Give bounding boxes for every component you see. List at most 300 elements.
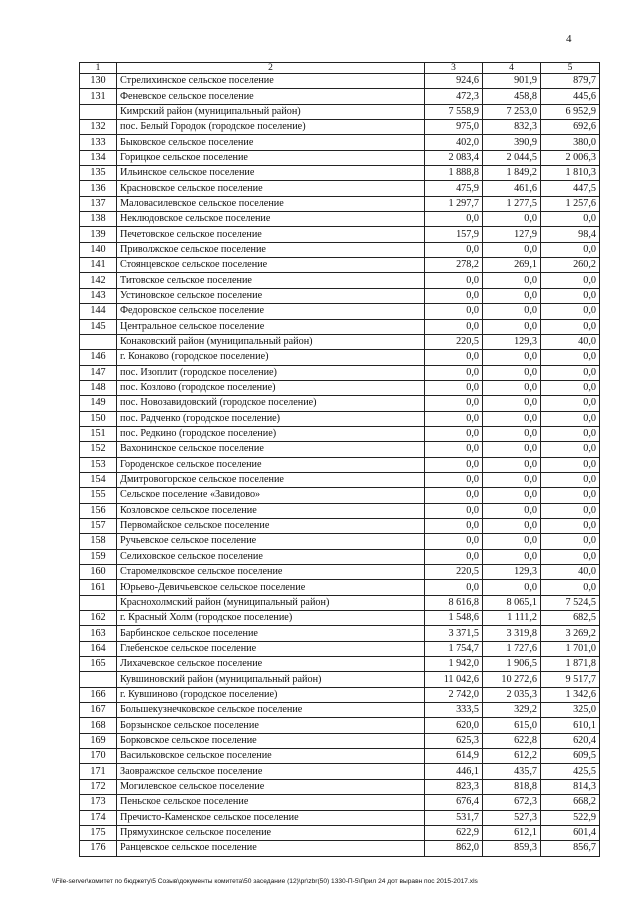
value-col3: 924,6 [425,74,483,89]
row-number: 173 [80,795,117,810]
table-row [80,672,600,687]
row-name: Борковское сельское поселение [117,733,425,748]
row-number: 160 [80,565,117,580]
row-name: пос. Новозавидовский (городское поселение) [117,396,425,411]
column-header: 2 [117,63,425,74]
row-name: Дмитровогорское сельское поселение [117,472,425,487]
value-col3: 2 083,4 [425,150,483,165]
value-col3: 446,1 [425,764,483,779]
row-name: Первомайское сельское поселение [117,518,425,533]
value-col4: 0,0 [483,580,541,595]
row-name: Ильинское сельское поселение [117,166,425,181]
value-col3: 402,0 [425,135,483,150]
value-col5: 0,0 [541,396,600,411]
row-number: 170 [80,749,117,764]
row-number: 175 [80,825,117,840]
table-row [80,488,600,503]
table-row [80,181,600,196]
value-col3: 220,5 [425,565,483,580]
row-name: г. Красный Холм (городское поселение) [117,611,425,626]
row-name: Кимрский район (муниципальный район) [117,104,425,119]
row-number: 140 [80,242,117,257]
row-number: 171 [80,764,117,779]
value-col5: 0,0 [541,411,600,426]
row-number: 158 [80,534,117,549]
value-col4: 901,9 [483,74,541,89]
value-col4: 0,0 [483,212,541,227]
row-name: Горицкое сельское поселение [117,150,425,165]
row-name: Лихачевское сельское поселение [117,657,425,672]
value-col4: 269,1 [483,258,541,273]
value-col5: 668,2 [541,795,600,810]
table-row [80,120,600,135]
row-name: Юрьево-Девичьевское сельское поселение [117,580,425,595]
value-col5: 1 257,6 [541,196,600,211]
value-col4: 8 065,1 [483,595,541,610]
value-col5: 447,5 [541,181,600,196]
page-number: 4 [566,33,572,45]
value-col3: 157,9 [425,227,483,242]
value-col3: 676,4 [425,795,483,810]
value-col4: 1 849,2 [483,166,541,181]
row-name: г. Кувшиново (городское поселение) [117,687,425,702]
table-row [80,703,600,718]
value-col5: 0,0 [541,457,600,472]
row-number: 139 [80,227,117,242]
value-col5: 0,0 [541,242,600,257]
value-col5: 260,2 [541,258,600,273]
value-col5: 1 342,6 [541,687,600,702]
row-name: Конаковский район (муниципальный район) [117,334,425,349]
value-col5: 620,4 [541,733,600,748]
table-row [80,196,600,211]
value-col3: 0,0 [425,365,483,380]
row-number: 135 [80,166,117,181]
value-col4: 0,0 [483,304,541,319]
value-col3: 1 888,8 [425,166,483,181]
table-row [80,227,600,242]
value-col5: 856,7 [541,841,600,856]
value-col3: 0,0 [425,518,483,533]
value-col3: 862,0 [425,841,483,856]
row-number: 143 [80,288,117,303]
row-number: 153 [80,457,117,472]
table-row [80,334,600,349]
value-col3: 475,9 [425,181,483,196]
value-col5: 1 810,3 [541,166,600,181]
row-name: Борзынское сельское поселение [117,718,425,733]
value-col4: 0,0 [483,503,541,518]
value-col4: 1 727,6 [483,641,541,656]
row-number [80,672,117,687]
row-number: 152 [80,442,117,457]
row-name: Центральное сельское поселение [117,319,425,334]
table-row [80,212,600,227]
row-number: 155 [80,488,117,503]
row-number: 159 [80,549,117,564]
value-col4: 127,9 [483,227,541,242]
value-col5: 601,4 [541,825,600,840]
row-number: 157 [80,518,117,533]
value-col5: 0,0 [541,380,600,395]
value-col5: 40,0 [541,334,600,349]
row-name: пос. Редкино (городское поселение) [117,426,425,441]
value-col4: 10 272,6 [483,672,541,687]
column-header: 4 [483,63,541,74]
value-col5: 879,7 [541,74,600,89]
value-col3: 0,0 [425,273,483,288]
value-col3: 0,0 [425,288,483,303]
value-col5: 1 701,0 [541,641,600,656]
value-col5: 9 517,7 [541,672,600,687]
row-name: Старомелковское сельское поселение [117,565,425,580]
table-row [80,89,600,104]
table-row [80,258,600,273]
table-row [80,641,600,656]
row-name: Титовское сельское поселение [117,273,425,288]
value-col3: 0,0 [425,442,483,457]
value-col4: 527,3 [483,810,541,825]
value-col3: 0,0 [425,580,483,595]
value-col3: 333,5 [425,703,483,718]
row-name: Устиновское сельское поселение [117,288,425,303]
value-col3: 0,0 [425,396,483,411]
value-col5: 325,0 [541,703,600,718]
row-number: 172 [80,779,117,794]
value-col3: 220,5 [425,334,483,349]
table-row [80,534,600,549]
row-name: Городенское сельское поселение [117,457,425,472]
value-col5: 522,9 [541,810,600,825]
value-col3: 0,0 [425,472,483,487]
table-row [80,687,600,702]
table-row [80,518,600,533]
row-name: Барбинское сельское поселение [117,626,425,641]
value-col5: 0,0 [541,534,600,549]
table-row [80,365,600,380]
row-number: 163 [80,626,117,641]
row-name: пос. Радченко (городское поселение) [117,411,425,426]
value-col3: 614,9 [425,749,483,764]
value-col4: 0,0 [483,242,541,257]
value-col4: 622,8 [483,733,541,748]
row-name: Ручьевское сельское поселение [117,534,425,549]
value-col5: 610,1 [541,718,600,733]
value-col4: 0,0 [483,426,541,441]
table-row [80,611,600,626]
row-number: 165 [80,657,117,672]
table-row [80,304,600,319]
value-col3: 0,0 [425,242,483,257]
value-col3: 0,0 [425,488,483,503]
header-row [80,63,600,74]
value-col4: 0,0 [483,549,541,564]
row-name: Сельское поселение «Завидово» [117,488,425,503]
row-number: 169 [80,733,117,748]
table-row [80,104,600,119]
table-row [80,595,600,610]
value-col5: 2 006,3 [541,150,600,165]
value-col4: 859,3 [483,841,541,856]
row-name: Быковское сельское поселение [117,135,425,150]
budget-table [79,62,600,857]
table-row [80,442,600,457]
table-row [80,749,600,764]
row-name: Большекузнечковское сельское поселение [117,703,425,718]
table-row [80,626,600,641]
value-col4: 612,1 [483,825,541,840]
value-col3: 0,0 [425,304,483,319]
value-col4: 1 906,5 [483,657,541,672]
table-row [80,135,600,150]
table-row [80,779,600,794]
value-col3: 2 742,0 [425,687,483,702]
value-col4: 0,0 [483,365,541,380]
table-row [80,380,600,395]
value-col5: 380,0 [541,135,600,150]
table-row [80,503,600,518]
row-name: Стрелихинское сельское поселение [117,74,425,89]
row-number: 166 [80,687,117,702]
row-number: 150 [80,411,117,426]
value-col4: 129,3 [483,334,541,349]
row-number: 132 [80,120,117,135]
value-col3: 1 297,7 [425,196,483,211]
value-col4: 0,0 [483,457,541,472]
row-number: 137 [80,196,117,211]
value-col5: 0,0 [541,426,600,441]
value-col4: 458,8 [483,89,541,104]
value-col5: 0,0 [541,319,600,334]
value-col3: 3 371,5 [425,626,483,641]
row-name: пос. Белый Городок (городское поселение) [117,120,425,135]
value-col4: 329,2 [483,703,541,718]
value-col3: 823,3 [425,779,483,794]
value-col3: 472,3 [425,89,483,104]
value-col3: 1 548,6 [425,611,483,626]
row-name: Неклюдовское сельское поселение [117,212,425,227]
value-col5: 1 871,8 [541,657,600,672]
row-name: Могилевское сельское поселение [117,779,425,794]
value-col4: 612,2 [483,749,541,764]
table-row [80,150,600,165]
value-col3: 0,0 [425,549,483,564]
value-col5: 425,5 [541,764,600,779]
row-number: 154 [80,472,117,487]
value-col4: 1 111,2 [483,611,541,626]
row-number: 142 [80,273,117,288]
value-col3: 622,9 [425,825,483,840]
value-col4: 0,0 [483,288,541,303]
value-col3: 0,0 [425,426,483,441]
table-row [80,396,600,411]
value-col4: 0,0 [483,411,541,426]
table-row [80,273,600,288]
value-col4: 818,8 [483,779,541,794]
row-number: 130 [80,74,117,89]
row-name: Стоянцевское сельское поселение [117,258,425,273]
value-col5: 0,0 [541,365,600,380]
row-number [80,595,117,610]
row-name: Ранцевское сельское поселение [117,841,425,856]
value-col3: 975,0 [425,120,483,135]
table-row [80,288,600,303]
value-col5: 0,0 [541,472,600,487]
value-col4: 672,3 [483,795,541,810]
value-col5: 0,0 [541,350,600,365]
column-header: 5 [541,63,600,74]
table-row [80,825,600,840]
table-row [80,411,600,426]
row-name: г. Конаково (городское поселение) [117,350,425,365]
row-name: Федоровское сельское поселение [117,304,425,319]
table-row [80,74,600,89]
value-col4: 0,0 [483,518,541,533]
value-col5: 3 269,2 [541,626,600,641]
value-col4: 0,0 [483,488,541,503]
value-col4: 461,6 [483,181,541,196]
row-number: 162 [80,611,117,626]
value-col4: 3 319,8 [483,626,541,641]
table-row [80,319,600,334]
value-col4: 0,0 [483,442,541,457]
row-number: 164 [80,641,117,656]
value-col4: 7 253,0 [483,104,541,119]
value-col3: 11 042,6 [425,672,483,687]
row-number: 138 [80,212,117,227]
row-name: Красновское сельское поселение [117,181,425,196]
value-col3: 531,7 [425,810,483,825]
row-name: Печетовское сельское поселение [117,227,425,242]
row-number: 131 [80,89,117,104]
row-name: Кувшиновский район (муниципальный район) [117,672,425,687]
row-name: Феневское сельское поселение [117,89,425,104]
table-row [80,841,600,856]
value-col4: 0,0 [483,319,541,334]
value-col4: 0,0 [483,350,541,365]
row-name: пос. Козлово (городское поселение) [117,380,425,395]
value-col5: 40,0 [541,565,600,580]
value-col5: 682,5 [541,611,600,626]
row-number: 148 [80,380,117,395]
value-col5: 0,0 [541,212,600,227]
value-col5: 445,6 [541,89,600,104]
column-header: 1 [80,63,117,74]
value-col3: 620,0 [425,718,483,733]
row-name: Козловское сельское поселение [117,503,425,518]
column-header: 3 [425,63,483,74]
value-col5: 0,0 [541,442,600,457]
value-col4: 129,3 [483,565,541,580]
table-row [80,426,600,441]
table-row [80,457,600,472]
row-number: 149 [80,396,117,411]
row-number: 174 [80,810,117,825]
row-name: Пеньское сельское поселение [117,795,425,810]
value-col3: 0,0 [425,503,483,518]
row-number: 141 [80,258,117,273]
value-col3: 278,2 [425,258,483,273]
value-col5: 0,0 [541,518,600,533]
value-col5: 0,0 [541,288,600,303]
row-name: Приволжское сельское поселение [117,242,425,257]
value-col5: 6 952,9 [541,104,600,119]
table-row [80,810,600,825]
row-name: Прямухинское сельское поселение [117,825,425,840]
value-col4: 0,0 [483,380,541,395]
table-row [80,472,600,487]
value-col4: 0,0 [483,273,541,288]
value-col3: 0,0 [425,457,483,472]
row-number: 176 [80,841,117,856]
value-col3: 8 616,8 [425,595,483,610]
table-row [80,565,600,580]
value-col5: 0,0 [541,273,600,288]
row-number: 161 [80,580,117,595]
value-col4: 0,0 [483,396,541,411]
table-body [80,74,600,857]
value-col4: 390,9 [483,135,541,150]
row-name: Глебенское сельское поселение [117,641,425,656]
row-number: 146 [80,350,117,365]
value-col5: 0,0 [541,549,600,564]
value-col3: 0,0 [425,350,483,365]
value-col4: 832,3 [483,120,541,135]
row-name: Пречисто-Каменское сельское поселение [117,810,425,825]
value-col5: 98,4 [541,227,600,242]
table-row [80,350,600,365]
table-row [80,764,600,779]
row-number [80,104,117,119]
table-row [80,795,600,810]
value-col3: 0,0 [425,212,483,227]
row-name: Маловасилевское сельское поселение [117,196,425,211]
value-col5: 609,5 [541,749,600,764]
row-name: Заовражское сельское поселение [117,764,425,779]
row-number [80,334,117,349]
value-col4: 2 044,5 [483,150,541,165]
row-name: Васильковское сельское поселение [117,749,425,764]
value-col5: 0,0 [541,488,600,503]
value-col3: 1 942,0 [425,657,483,672]
table-row [80,718,600,733]
value-col3: 0,0 [425,319,483,334]
row-number: 156 [80,503,117,518]
value-col4: 615,0 [483,718,541,733]
row-name: пос. Изоплит (городское поселение) [117,365,425,380]
row-number: 168 [80,718,117,733]
value-col3: 0,0 [425,380,483,395]
value-col4: 435,7 [483,764,541,779]
value-col5: 0,0 [541,580,600,595]
row-number: 144 [80,304,117,319]
row-number: 167 [80,703,117,718]
value-col4: 1 277,5 [483,196,541,211]
row-number: 133 [80,135,117,150]
table-row [80,549,600,564]
value-col3: 0,0 [425,411,483,426]
footer-file-path: \\File-server\комитет по бюджету\5 Созыв\документы комитета\50 заседание (12)\pr\zbr(50) 1330-П-5\Прил 24 дот выравн пос 2015-2017.xls [52,878,478,885]
value-col5: 814,3 [541,779,600,794]
value-col3: 0,0 [425,534,483,549]
value-col3: 1 754,7 [425,641,483,656]
row-name: Селиховское сельское поселение [117,549,425,564]
row-number: 134 [80,150,117,165]
value-col5: 0,0 [541,503,600,518]
row-name: Вахонинское сельское поселение [117,442,425,457]
value-col3: 625,3 [425,733,483,748]
value-col4: 0,0 [483,534,541,549]
